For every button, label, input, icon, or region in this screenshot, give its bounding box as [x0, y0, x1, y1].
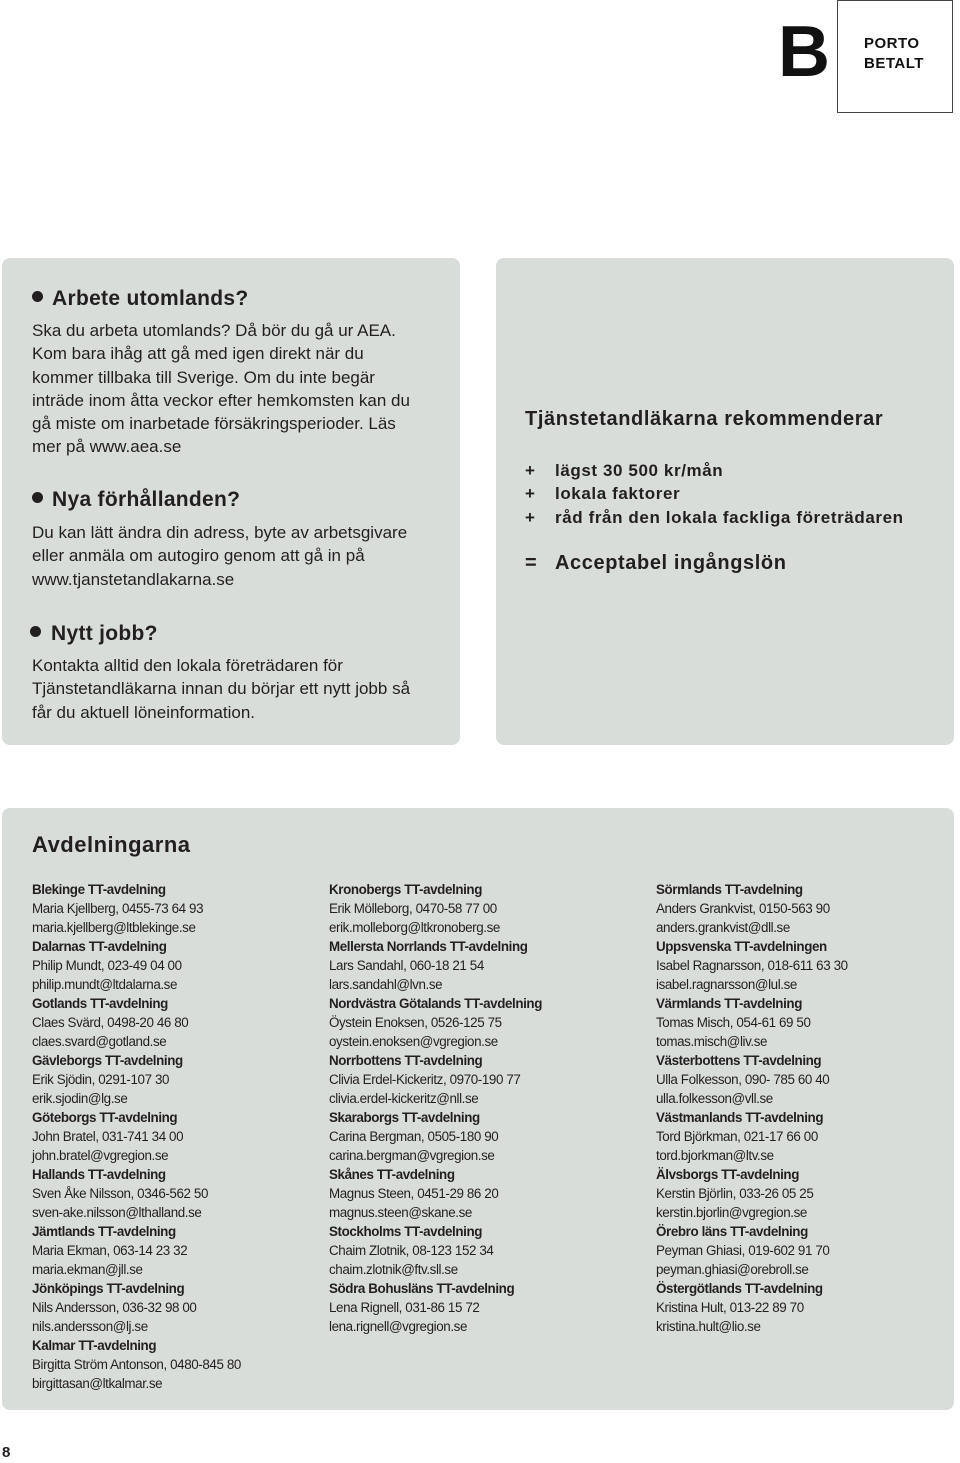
department-contact: Carina Bergman, 0505-180 90: [329, 1129, 499, 1144]
text-line: Du kan lätt ändra din adress, byte av arbetsgivare: [32, 523, 408, 542]
department-name: Älvsborgs TT-avdelning: [656, 1167, 799, 1182]
abroad-title: Arbete utomlands?: [52, 287, 249, 310]
postage-line-2: BETALT: [864, 55, 924, 72]
department-name: Sörmlands TT-avdelning: [656, 882, 803, 897]
text-line: Ska du arbeta utomlands? Då bör du gå ur AEA.: [32, 321, 396, 340]
department-email[interactable]: kerstin.bjorlin@vgregion.se: [656, 1205, 807, 1220]
recommendation-title: Tjänstetandläkarna rekommenderar: [525, 408, 884, 430]
recommendation-item: [525, 484, 680, 504]
department-email[interactable]: philip.mundt@ltdalarna.se: [32, 977, 178, 992]
departments-title: Avdelningarna: [32, 832, 191, 857]
department-email[interactable]: ulla.folkesson@vll.se: [656, 1091, 773, 1106]
department-contact: Tomas Misch, 054-61 69 50: [656, 1015, 811, 1030]
department-email[interactable]: kristina.hult@lio.se: [656, 1319, 761, 1334]
department-contact: Claes Svärd, 0498-20 46 80: [32, 1015, 189, 1030]
department-name: Dalarnas TT-avdelning: [32, 939, 167, 954]
department-name: Västerbottens TT-avdelning: [656, 1053, 822, 1068]
recommendation-item-text: lägst 30 500 kr/mån: [555, 461, 724, 480]
department-email[interactable]: peyman.ghiasi@orebroll.se: [656, 1262, 809, 1277]
department-name: Östergötlands TT-avdelning: [656, 1281, 823, 1296]
department-name: Västmanlands TT-avdelning: [656, 1110, 824, 1125]
department-email[interactable]: claes.svard@gotland.se: [32, 1034, 167, 1049]
department-contact: Ulla Folkesson, 090- 785 60 40: [656, 1072, 830, 1087]
text-line: inträde inom åtta veckor efter hemkomsten kan du: [32, 390, 410, 410]
department-name: Blekinge TT-avdelning: [32, 882, 166, 897]
department-name: Kalmar TT-avdelning: [32, 1338, 157, 1353]
new-job-title: Nytt jobb?: [51, 622, 158, 645]
new-circumstances-title: Nya förhållanden?: [52, 488, 241, 511]
department-name: Gotlands TT-avdelning: [32, 996, 168, 1011]
department-email[interactable]: john.bratel@vgregion.se: [32, 1148, 169, 1163]
department-email[interactable]: erik.molleborg@ltkronoberg.se: [329, 920, 500, 935]
department-name: Örebro läns TT-avdelning: [656, 1224, 808, 1239]
department-contact: Chaim Zlotnik, 08-123 152 34: [329, 1243, 494, 1258]
department-contact: Maria Ekman, 063-14 23 32: [32, 1243, 188, 1258]
department-contact: John Bratel, 031-741 34 00: [32, 1129, 184, 1144]
department-email[interactable]: clivia.erdel-kickeritz@nll.se: [329, 1091, 479, 1106]
department-contact: Philip Mundt, 023-49 04 00: [32, 958, 182, 973]
department-email[interactable]: birgittasan@ltkalmar.se: [32, 1376, 163, 1391]
department-email[interactable]: lena.rignell@vgregion.se: [329, 1319, 467, 1334]
plus-icon: +: [525, 484, 536, 503]
department-email[interactable]: tomas.misch@liv.se: [656, 1034, 768, 1049]
department-name: Skaraborgs TT-avdelning: [329, 1110, 480, 1125]
department-contact: Tord Björkman, 021-17 66 00: [656, 1129, 818, 1144]
department-name: Mellersta Norrlands TT-avdelning: [329, 939, 528, 954]
department-contact: Birgitta Ström Antonson, 0480-845 80: [32, 1357, 241, 1372]
recommendation-item-text: lokala faktorer: [555, 484, 681, 503]
equals-icon: =: [525, 552, 538, 574]
new-circumstances-text: [32, 521, 407, 591]
text-line: mer på www.aea.se: [32, 437, 182, 457]
department-name: Nordvästra Götalands TT-avdelning: [329, 996, 542, 1011]
department-contact: Anders Grankvist, 0150-563 90: [656, 901, 830, 916]
department-email[interactable]: nils.andersson@lj.se: [32, 1319, 148, 1334]
department-contact: Kristina Hult, 013-22 89 70: [656, 1300, 804, 1315]
department-email[interactable]: tord.bjorkman@ltv.se: [656, 1148, 774, 1163]
department-email[interactable]: lars.sandahl@lvn.se: [329, 977, 443, 992]
new-job-text: [32, 654, 410, 724]
abroad-text: [32, 319, 410, 459]
department-email[interactable]: anders.grankvist@dll.se: [656, 920, 790, 935]
department-name: Uppsvenska TT-avdelningen: [656, 939, 827, 954]
postage-line-1: PORTO: [864, 35, 920, 52]
department-name: Stockholms TT-avdelning: [329, 1224, 482, 1239]
department-contact: Clivia Erdel-Kickeritz, 0970-190 77: [329, 1072, 521, 1087]
department-contact: Lena Rignell, 031-86 15 72: [329, 1300, 480, 1315]
text-line: kommer tillbaka till Sverige. Om du inte begär: [32, 367, 375, 387]
department-contact: Peyman Ghiasi, 019-602 91 70: [656, 1243, 830, 1258]
department-contact: Erik Mölleborg, 0470-58 77 00: [329, 901, 497, 916]
department-name: Göteborgs TT-avdelning: [32, 1110, 178, 1125]
department-contact: Magnus Steen, 0451-29 86 20: [329, 1186, 499, 1201]
department-contact: Maria Kjellberg, 0455-73 64 93: [32, 901, 204, 916]
department-contact: Isabel Ragnarsson, 018-611 63 30: [656, 958, 848, 973]
departments-column-1: [32, 880, 241, 1393]
bullet-icon: [32, 492, 43, 503]
department-email[interactable]: chaim.zlotnik@ftv.sll.se: [329, 1262, 458, 1277]
plus-icon: +: [525, 508, 536, 527]
department-name: Gävleborgs TT-avdelning: [32, 1053, 183, 1068]
department-contact: Sven Åke Nilsson, 0346-562 50: [32, 1186, 208, 1201]
department-email[interactable]: carina.bergman@vgregion.se: [329, 1148, 495, 1163]
department-email[interactable]: oystein.enoksen@vgregion.se: [329, 1034, 498, 1049]
text-line: eller anmäla om autogiro genom att gå in på: [32, 546, 365, 566]
recommendation-item-text: råd från den lokala fackliga företrädaren: [555, 508, 904, 527]
bullet-icon: [30, 626, 41, 637]
department-email[interactable]: maria.kjellberg@ltblekinge.se: [32, 920, 196, 935]
department-email[interactable]: erik.sjodin@lg.se: [32, 1091, 128, 1106]
department-name: Södra Bohusläns TT-avdelning: [329, 1281, 515, 1296]
department-contact: Lars Sandahl, 060-18 21 54: [329, 958, 484, 973]
text-line: Tjänstetandläkarna innan du börjar ett nytt jobb så: [32, 679, 411, 699]
department-contact: Öystein Enoksen, 0526-125 75: [329, 1015, 502, 1030]
department-contact: Kerstin Björlin, 033-26 05 25: [656, 1186, 814, 1201]
departments-column-3: [656, 880, 848, 1336]
department-email[interactable]: magnus.steen@skane.se: [329, 1205, 472, 1220]
page-number: 8: [2, 1444, 11, 1461]
text-line: www.tjanstetandlakarna.se: [32, 569, 235, 589]
recommendation-item: [525, 508, 904, 528]
department-name: Jönköpings TT-avdelning: [32, 1281, 185, 1296]
recommendation-result: [525, 552, 787, 575]
department-name: Skånes TT-avdelning: [329, 1167, 455, 1182]
departments-column-2: [329, 880, 542, 1336]
department-name: Jämtlands TT-avdelning: [32, 1224, 176, 1239]
department-email[interactable]: maria.ekman@jll.se: [32, 1262, 143, 1277]
department-email[interactable]: sven-ake.nilsson@lthalland.se: [32, 1205, 202, 1220]
text-line: får du aktuell löneinformation.: [32, 702, 256, 722]
text-line: Kontakta alltid den lokala företrädaren för: [32, 656, 343, 675]
bullet-icon: [32, 291, 43, 302]
department-name: Norrbottens TT-avdelning: [329, 1053, 483, 1068]
department-name: Värmlands TT-avdelning: [656, 996, 802, 1011]
text-line: Kom bara ihåg att gå med igen direkt när du: [32, 344, 364, 364]
department-contact: Nils Andersson, 036-32 98 00: [32, 1300, 197, 1315]
department-email[interactable]: isabel.ragnarsson@lul.se: [656, 977, 797, 992]
plus-icon: +: [525, 461, 536, 480]
recommendation-result-text: Acceptabel ingångslön: [555, 552, 787, 574]
postage-class-letter: B: [778, 12, 830, 92]
department-contact: Erik Sjödin, 0291-107 30: [32, 1072, 170, 1087]
department-name: Kronobergs TT-avdelning: [329, 882, 482, 897]
text-line: gå miste om inarbetade försäkringsperioder. Läs: [32, 414, 396, 434]
department-name: Hallands TT-avdelning: [32, 1167, 166, 1182]
recommendation-item: [525, 461, 723, 481]
